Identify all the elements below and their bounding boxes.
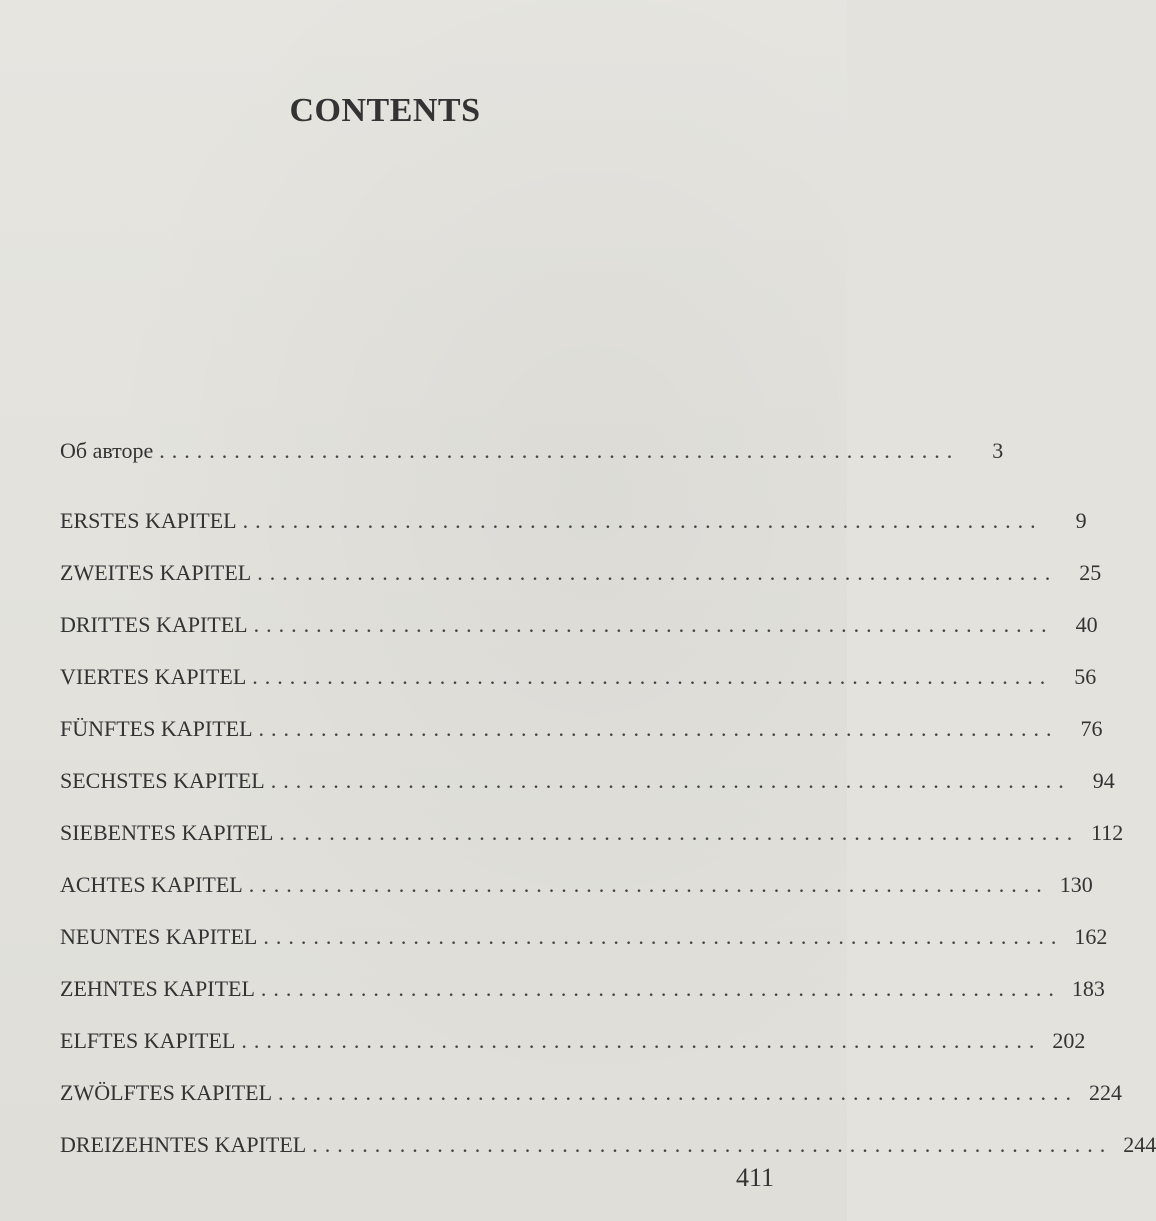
toc-entry xyxy=(60,508,1087,560)
toc-entry-title: DRITTES KAPITEL xyxy=(60,612,248,637)
toc-entry-page: 76 xyxy=(1080,716,1103,741)
leader-dots: ................................................................ xyxy=(278,1080,1079,1105)
leader-dots: ................................................................ xyxy=(252,664,1053,689)
page-number: 411 xyxy=(736,1163,775,1192)
toc-entry-title: SECHSTES KAPITEL xyxy=(60,768,265,793)
leader-dots: ................................................................ xyxy=(253,612,1054,637)
page-title: CONTENTS xyxy=(289,92,481,129)
toc-entry-page: 3 xyxy=(992,438,1004,463)
toc-entry-page: 9 xyxy=(1075,508,1087,533)
toc-entry xyxy=(60,664,1097,716)
toc-entry xyxy=(60,976,1105,1028)
leader-dots: ................................................................ xyxy=(242,508,1043,533)
toc-entry xyxy=(60,768,1115,820)
leader-dots: ................................................................ xyxy=(279,820,1080,845)
toc-entry-title: NEUNTES KAPITEL xyxy=(60,924,258,949)
toc-entry xyxy=(60,924,1108,976)
toc-entry-title: ZEHNTES KAPITEL xyxy=(60,976,255,1001)
toc-entry xyxy=(60,820,1124,872)
toc-entry-title: ACHTES KAPITEL xyxy=(60,872,243,897)
toc-entry xyxy=(60,1080,1123,1132)
leader-dots: ................................................................ xyxy=(159,438,960,463)
toc-entry-title: Об авторе xyxy=(60,438,154,463)
toc-entry-page: 202 xyxy=(1052,1028,1086,1053)
toc-entry-page: 112 xyxy=(1091,820,1124,845)
leader-dots: ................................................................ xyxy=(312,1132,1113,1157)
leader-dots: ................................................................ xyxy=(270,768,1071,793)
toc-entry-title: SIEBENTES KAPITEL xyxy=(60,820,274,845)
toc-entry-title: ERSTES KAPITEL xyxy=(60,508,237,533)
toc-entry-title: VIERTES KAPITEL xyxy=(60,664,247,689)
toc-entry-page: 40 xyxy=(1075,612,1098,637)
leader-dots: ................................................................ xyxy=(258,716,1059,741)
leader-dots: ................................................................ xyxy=(257,560,1058,585)
toc-entry-page: 244 xyxy=(1123,1132,1156,1157)
toc-entry-title: DREIZEHNTES KAPITEL xyxy=(60,1132,307,1157)
toc-entry-title: FÜNFTES KAPITEL xyxy=(60,716,253,741)
toc-entry xyxy=(60,872,1093,924)
leader-dots: ................................................................ xyxy=(263,924,1064,949)
toc-entry-page: 94 xyxy=(1092,768,1115,793)
toc-entry-page: 25 xyxy=(1079,560,1102,585)
toc-entry-page: 130 xyxy=(1059,872,1093,897)
toc-entry-page: 224 xyxy=(1089,1080,1123,1105)
leader-dots: ................................................................ xyxy=(241,1028,1042,1053)
toc-entry-title: ZWÖLFTES KAPITEL xyxy=(60,1080,273,1105)
toc-entry xyxy=(60,716,1103,768)
toc-entry-page: 56 xyxy=(1074,664,1097,689)
toc-entry-page: 162 xyxy=(1074,924,1108,949)
toc-entry-page: 183 xyxy=(1071,976,1105,1001)
toc-entry xyxy=(60,1028,1086,1080)
toc-entry-about-author xyxy=(60,438,1004,490)
leader-dots: ................................................................ xyxy=(260,976,1061,1001)
leader-dots: ................................................................ xyxy=(248,872,1049,897)
toc-entry xyxy=(60,560,1102,612)
toc-entry-title: ELFTES KAPITEL xyxy=(60,1028,236,1053)
toc-entry-title: ZWEITES KAPITEL xyxy=(60,560,252,585)
toc-entry xyxy=(60,612,1098,664)
